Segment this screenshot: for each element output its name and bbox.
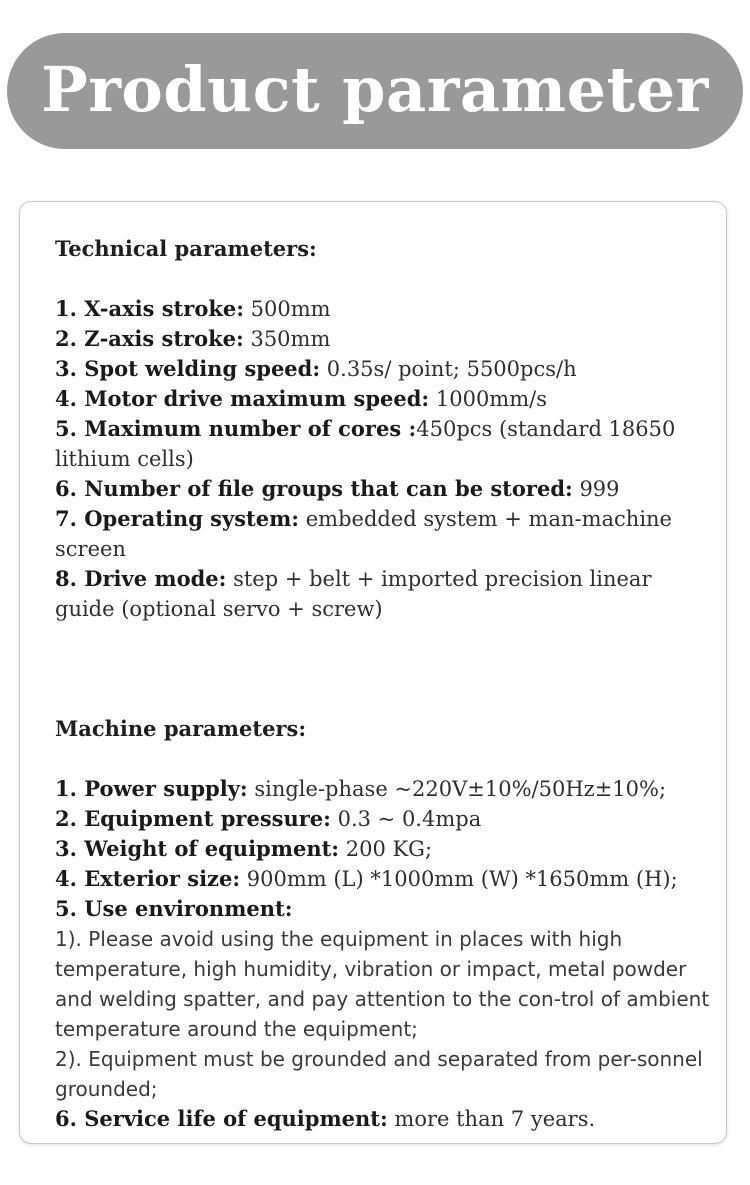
parameters-card	[19, 201, 727, 1144]
item-value: 900mm (L) *1000mm (W) *1650mm (H);	[240, 867, 678, 891]
title-banner	[7, 33, 743, 149]
technical-heading: Technical parameters:	[55, 236, 317, 261]
machine-item	[55, 1104, 710, 1134]
item-value: 0.3 ~ 0.4mpa	[330, 807, 482, 831]
item-label: 6. Service life of equipment:	[55, 1106, 388, 1131]
machine-item	[55, 864, 710, 894]
technical-item	[55, 474, 710, 504]
machine-item	[55, 774, 710, 804]
item-label: 5. Use environment:	[55, 896, 293, 921]
item-label: 5. Maximum number of cores :	[55, 416, 417, 441]
machine-item	[55, 834, 710, 864]
technical-item	[55, 324, 710, 354]
item-value: 450pcs (standard 18650 lithium cells)	[55, 417, 676, 471]
item-label: 6. Number of file groups that can be stored:	[55, 476, 573, 501]
item-label: 4. Motor drive maximum speed:	[55, 386, 430, 411]
technical-item	[55, 414, 710, 474]
item-label: 4. Exterior size:	[55, 866, 241, 891]
technical-item	[55, 564, 710, 624]
item-value: more than 7 years.	[387, 1107, 596, 1131]
technical-item	[55, 354, 710, 384]
item-value: 0.35s/ point; 5500pcs/h	[320, 357, 577, 381]
machine-item	[55, 894, 710, 924]
item-value: 500mm	[244, 297, 331, 321]
item-value: 350mm	[243, 327, 331, 351]
item-label: 2. Equipment pressure:	[55, 806, 331, 831]
parameters-content	[55, 234, 710, 1134]
item-label: 3. Spot welding speed:	[55, 356, 321, 381]
technical-item	[55, 384, 710, 414]
machine-item	[55, 804, 710, 834]
item-label: 1. X-axis stroke:	[55, 296, 244, 321]
item-value: embedded system + man-machine screen	[55, 507, 672, 561]
page-title: Product parameter	[41, 52, 709, 126]
technical-item	[55, 504, 710, 564]
item-label: 1. Power supply:	[55, 776, 248, 801]
technical-item	[55, 294, 710, 324]
environment-note: 2). Equipment must be grounded and separated from per-sonnel grounded;	[55, 1047, 703, 1101]
item-label: 2. Z-axis stroke:	[55, 326, 244, 351]
item-value: step + belt + imported precision linear guide (optional servo + screw)	[55, 567, 652, 621]
item-value: single-phase ~220V±10%/50Hz±10%;	[247, 777, 667, 801]
item-label: 8. Drive mode:	[55, 566, 227, 591]
item-value: 1000mm/s	[429, 387, 547, 411]
environment-note: 1). Please avoid using the equipment in places with high temperature, high humidity, vibration or impact, metal powder and welding spatter, and pay attention to the con-trol of ambient temperature around the equipment;	[55, 927, 710, 1041]
item-label: 3. Weight of equipment:	[55, 836, 340, 861]
item-value: 999	[572, 477, 620, 501]
item-label: 7. Operating system:	[55, 506, 300, 531]
machine-heading: Machine parameters:	[55, 716, 307, 741]
item-value: 200 KG;	[339, 837, 433, 861]
